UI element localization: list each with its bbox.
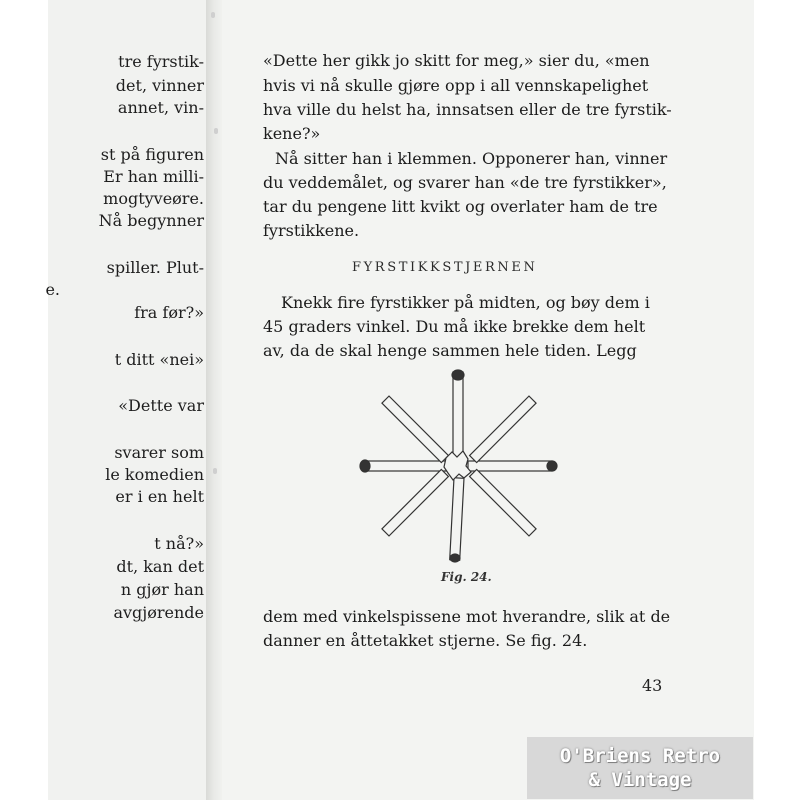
paragraph-line: du veddemålet, og svarer han «de tre fyrstikker», xyxy=(263,173,667,192)
paragraph-line: 45 graders vinkel. Du må ikke brekke dem helt xyxy=(263,317,646,336)
paragraph-line: Knekk fire fyrstikker på midten, og bøy dem i xyxy=(281,293,650,312)
binding-staple xyxy=(214,128,218,134)
match-arm-upper-right xyxy=(470,396,536,462)
left-text-line: Nå begynner xyxy=(98,211,204,230)
match-arm-lower-left xyxy=(382,469,448,535)
left-text-line: det, vinner xyxy=(115,76,204,95)
section-title: FYRSTIKKSTJERNEN xyxy=(352,260,538,275)
left-text-line: t ditt «nei» xyxy=(114,350,204,369)
page-number: 43 xyxy=(642,676,663,695)
paragraph-line: Nå sitter han i klemmen. Opponerer han, vinner xyxy=(275,149,668,168)
left-text-line: fra før?» xyxy=(134,303,204,322)
matchstick-star-figure xyxy=(356,366,560,570)
match-arm-lower-right xyxy=(470,469,536,535)
paragraph-line: «Dette her gikk jo skitt for meg,» sier du, «men xyxy=(263,51,650,70)
left-text-line: le komedien xyxy=(105,465,204,484)
binding-staple xyxy=(213,468,217,474)
left-text-line: dt, kan det xyxy=(116,557,204,576)
figure-caption: Fig. 24. xyxy=(441,570,492,584)
left-text-line: annet, vin- xyxy=(117,98,204,117)
paragraph-line: fyrstikkene. xyxy=(263,221,360,240)
left-text-line: mogtyveøre. xyxy=(103,189,204,208)
paragraph-line: dem med vinkelspissene mot hverandre, slik at de xyxy=(263,607,671,626)
left-text-line: e. xyxy=(45,280,60,299)
left-text-line: er i en helt xyxy=(115,487,204,506)
left-text-line: n gjør han xyxy=(120,580,204,599)
match-arm-upper-left xyxy=(382,396,448,462)
paragraph-line: av, da de skal henge sammen hele tiden. Legg xyxy=(263,341,637,360)
left-text-line: t nå?» xyxy=(154,534,204,553)
left-text-line: «Dette var xyxy=(118,396,204,415)
left-text-line: st på figuren xyxy=(100,145,204,164)
left-text-line: avgjørende xyxy=(113,603,204,622)
watermark-line-2: & Vintage xyxy=(588,769,692,791)
match-arm-left xyxy=(360,460,448,472)
paragraph-line: kene?» xyxy=(263,124,321,143)
paragraph-line: hvis vi nå skulle gjøre opp i all vennskapelighet xyxy=(263,76,649,95)
left-text-line: tre fyrstik- xyxy=(118,52,204,71)
seller-watermark xyxy=(527,737,753,799)
binding-staple xyxy=(211,12,215,18)
paragraph-line: hva ville du helst ha, innsatsen eller de tre fyrstik- xyxy=(263,100,672,119)
match-arm-up xyxy=(452,370,464,460)
left-text-line: Er han milli- xyxy=(103,167,204,186)
paragraph-line: danner en åttetakket stjerne. Se fig. 24. xyxy=(263,631,588,650)
match-arm-down xyxy=(450,478,464,562)
left-text-line: svarer som xyxy=(114,443,204,462)
left-page xyxy=(45,0,210,800)
watermark-line-1: O'Briens Retro xyxy=(559,745,721,767)
left-text-line: spiller. Plut- xyxy=(106,258,204,277)
match-arm-right xyxy=(468,461,557,471)
paragraph-line: tar du pengene litt kvikt og overlater ham de tre xyxy=(263,197,658,216)
